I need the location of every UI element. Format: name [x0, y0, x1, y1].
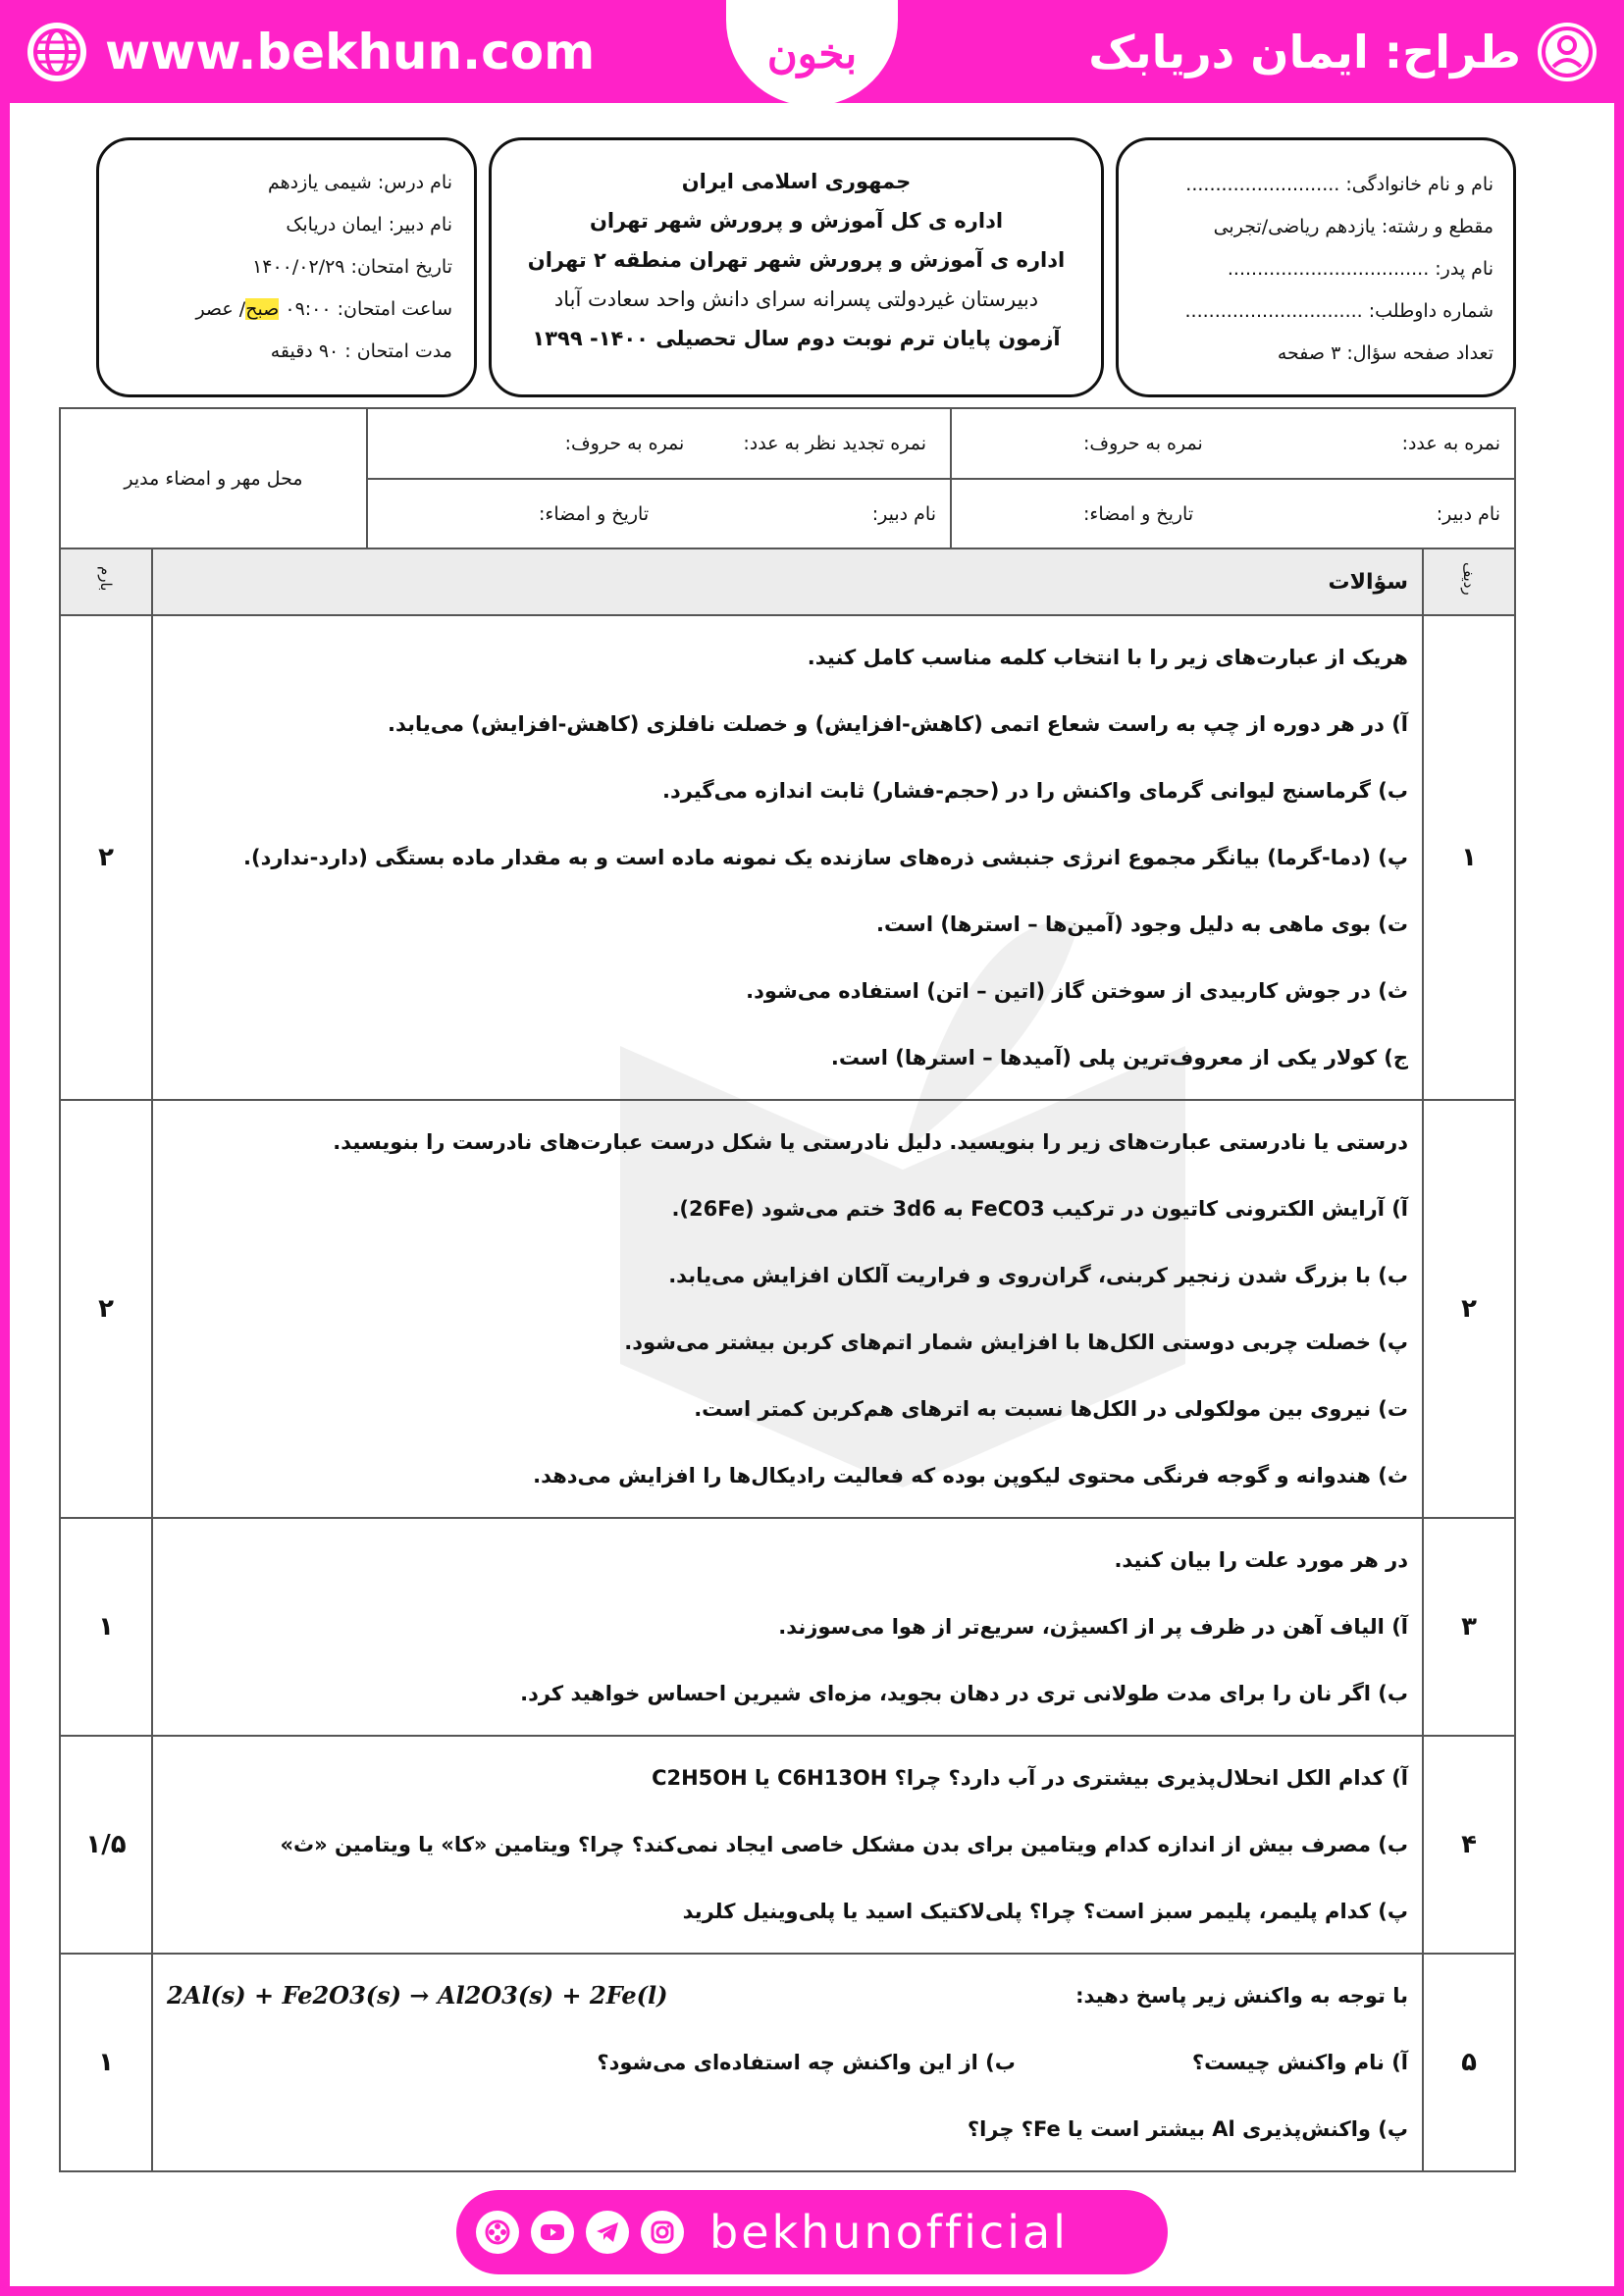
telegram-icon[interactable] — [586, 2211, 629, 2254]
question-number: ۳ — [1423, 1518, 1515, 1736]
question-content — [152, 1518, 1423, 1736]
question-content — [152, 1736, 1423, 1954]
question-line: درستی یا نادرستی عبارت‌های زیر را بنویسید. دلیل نادرستی یا شکل درست عبارت‌های نادرست را بنویسید. — [333, 1130, 1408, 1154]
question-score: ۲ — [60, 615, 152, 1100]
question-line: آ) نام واکنش چیست؟ — [1191, 2051, 1408, 2074]
country-line: جمهوری اسلامی ایران — [681, 170, 912, 193]
question-line: آ) الیاف آهن در ظرف پر از اکسیژن، سریع‌تر از هوا می‌سوزند. — [778, 1615, 1408, 1639]
date-sign-label: تاریخ و امضاء: — [1083, 503, 1194, 525]
question-number: ۲ — [1423, 1100, 1515, 1518]
reaction-equation: 2Al(s) + Fe2O3(s) → Al2O3(s) + 2Fe(l) — [167, 1981, 668, 2009]
stamp-cell — [60, 408, 367, 549]
user-icon — [1535, 20, 1599, 84]
revision-number-label: نمره تجدید نظر به عدد: — [743, 433, 926, 454]
teacher-sign-cell — [951, 479, 1515, 549]
stamp-label: محل مهر و امضاء مدیر — [124, 468, 303, 490]
question-line: پ) کدام پلیمر، پلیمر سبز است؟ چرا؟ پلی‌لاکتیک اسید یا پلی‌وینیل کلرید — [682, 1900, 1408, 1923]
reaction-intro-line — [167, 1962, 1408, 2029]
question-line: ج) کولار یکی از معروف‌ترین پلی (آمیدها – استرها) است. — [830, 1046, 1408, 1070]
region-line: اداره ی آموزش و پرورش شهر تهران منطقه ۲ تهران — [527, 248, 1066, 272]
question-number: ۴ — [1423, 1736, 1515, 1954]
subject-field: نام درس: شیمی یازدهم — [267, 172, 452, 193]
site-link[interactable] — [25, 18, 595, 86]
morning-highlight: صبح — [245, 298, 280, 320]
score-cell — [951, 408, 1515, 479]
question-number: ۱ — [1423, 615, 1515, 1100]
questions-header — [60, 548, 1515, 615]
question-line: ت) نیروی بین مولکولی در الکل‌ها نسبت به اترهای هم‌کربن کمتر است. — [694, 1397, 1408, 1421]
question-content — [152, 1954, 1423, 2171]
question-line: پ) خصلت چربی دوستی الکل‌ها با افزایش شمار اتم‌های کربن بیشتر می‌شود. — [624, 1331, 1408, 1354]
questions-table — [59, 548, 1516, 2172]
question-score: ۱ — [60, 1518, 152, 1736]
logo-text: بخون — [766, 28, 858, 78]
youtube-icon[interactable] — [531, 2211, 574, 2254]
question-line: ب) گرماسنج لیوانی گرمای واکنش را در (حجم-فشار) ثابت اندازه می‌گیرد. — [662, 779, 1408, 803]
question-line: آ) در هر دوره از چپ به راست شعاع اتمی (کاهش-افزایش) و خصلت نافلزی (کاهش-افزایش) می‌یابد. — [387, 712, 1408, 736]
social-footer — [456, 2190, 1168, 2274]
time-suffix: / عصر — [195, 298, 246, 320]
designer-name: طراح: ایمان دریابک — [1088, 26, 1521, 78]
question-content — [152, 1100, 1423, 1518]
student-name-field: نام و نام خانوادگی: .......................... — [1185, 174, 1493, 195]
revision-cell — [367, 408, 951, 479]
date-field: تاریخ امتحان: ۱۴۰۰/۰۲/۲۹ — [252, 256, 452, 278]
question-line: ب) اگر نان را برای مدت طولانی تری در دهان بجوید، مزه‌ای شیرین احساس خواهید کرد. — [520, 1682, 1408, 1705]
question-score: ۲ — [60, 1100, 152, 1518]
score-number-label: نمره به عدد: — [1401, 433, 1500, 454]
question-line: در هر مورد علت را بیان کنید. — [1114, 1548, 1408, 1572]
question-row — [60, 1518, 1515, 1736]
revision-words-label: نمره به حروف: — [564, 433, 685, 454]
question-score: ۱/۵ — [60, 1736, 152, 1954]
questions-title: سؤالات — [152, 548, 1423, 615]
grade-table — [59, 407, 1516, 550]
score-words-label: نمره به حروف: — [1083, 433, 1203, 454]
reaction-parts-line — [167, 2029, 1408, 2096]
designer-credit — [1088, 18, 1599, 86]
teacher-name-label-2: نام دبیر: — [871, 503, 936, 525]
row-header — [1423, 548, 1515, 615]
time-value: ساعت امتحان: ۰۹:۰۰ — [279, 298, 452, 320]
student-info-box — [1116, 137, 1516, 397]
school-line: دبیرستان غیردولتی پسرانه سرای دانش واحد سعادت آباد — [553, 287, 1039, 311]
question-row — [60, 1736, 1515, 1954]
page-count: تعداد صفحه سؤال: ۳ صفحه — [1277, 342, 1493, 364]
time-field — [119, 288, 452, 331]
grade-field: مقطع و رشته: یازدهم ریاضی/تجربی — [1213, 216, 1493, 237]
instagram-icon[interactable] — [641, 2211, 684, 2254]
question-row — [60, 615, 1515, 1100]
teacher-sign-cell-2 — [367, 479, 951, 549]
question-line: هریک از عبارت‌های زیر را با انتخاب کلمه مناسب کامل کنید. — [807, 646, 1408, 669]
question-row — [60, 1100, 1515, 1518]
site-url[interactable]: www.bekhun.com — [105, 24, 596, 80]
question-line: پ) (دما-گرما) بیانگر مجموع انرژی جنبشی ذره‌های سازنده یک نمونه ماده است و به مقدار ماده بستگی (دارد-ندارد). — [243, 846, 1408, 869]
row-header-text: ردیف — [1460, 561, 1478, 596]
question-line: ب) با بزرگ شدن زنجیر کربنی، گران‌روی و فراریت آلکان افزایش می‌یابد. — [668, 1264, 1408, 1287]
social-handle[interactable]: bekhunofficial — [709, 2206, 1069, 2259]
exam-title: آزمون پایان ترم نوبت دوم سال تحصیلی ۱۴۰۰- ۱۳۹۹ — [532, 327, 1061, 350]
question-line: ث) در جوش کاربیدی از سوختن گاز (اتین – اتن) استفاده می‌شود. — [746, 979, 1408, 1003]
globe-icon — [25, 20, 89, 84]
question-line: ب) مصرف بیش از اندازه کدام ویتامین برای بدن مشکل خاصی ایجاد نمی‌کند؟ چرا؟ ویتامین «کا» یا ویتامین «ث» — [280, 1833, 1408, 1856]
question-line: ب) از این واکنش چه استفاده‌ای می‌شود؟ — [597, 2051, 1016, 2074]
question-content — [152, 615, 1423, 1100]
teacher-name-label: نام دبیر: — [1436, 503, 1500, 525]
question-score: ۱ — [60, 1954, 152, 2171]
question-row — [60, 1954, 1515, 2171]
candidate-number-field: شماره داوطلب: .............................. — [1184, 300, 1493, 322]
question-number: ۵ — [1423, 1954, 1515, 2171]
school-info-box — [489, 137, 1104, 397]
question-line: پ) واکنش‌پذیری Al بیشتر است یا Fe؟ چرا؟ — [967, 2117, 1408, 2141]
question-line: ت) بوی ماهی به دلیل وجود (آمین‌ها – استرها) است. — [875, 913, 1408, 936]
score-header — [60, 548, 152, 615]
question-line: ث) هندوانه و گوجه فرنگی محتوی لیکوپن بوده که فعالیت رادیکال‌ها را افزایش می‌دهد. — [533, 1464, 1408, 1487]
aparat-icon[interactable] — [476, 2211, 519, 2254]
duration-field: مدت امتحان : ۹۰ دقیقه — [270, 340, 452, 362]
teacher-field: نام دبیر: ایمان دریابک — [286, 214, 452, 235]
date-sign-label-2: تاریخ و امضاء: — [539, 503, 650, 525]
score-header-text: بارم — [97, 565, 115, 592]
father-name-field: نام پدر: .................................. — [1227, 258, 1493, 280]
question-line: با توجه به واکنش زیر پاسخ دهید: — [1075, 1984, 1408, 2008]
directorate-line: اداره ی کل آموزش و پرورش شهر تهران — [589, 209, 1004, 233]
question-line: آ) کدام الکل انحلال‌پذیری بیشتری در آب دارد؟ چرا؟ C6H13OH یا C2H5OH — [652, 1766, 1408, 1790]
exam-info-box — [96, 137, 477, 397]
question-line: آ) آرایش الکترونی کاتیون در ترکیب FeCO3 به 3d6 ختم می‌شود (26Fe). — [671, 1197, 1408, 1221]
